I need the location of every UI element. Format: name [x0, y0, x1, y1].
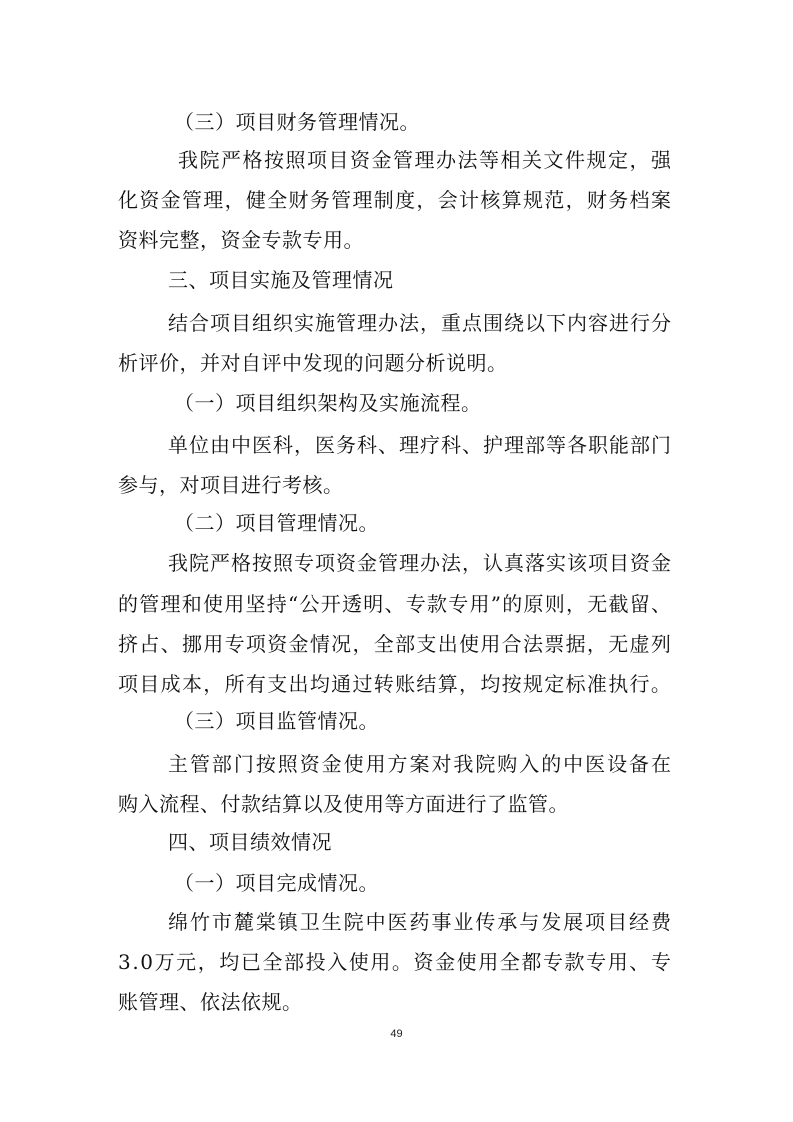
paragraph-line: 我 院 严 格 按 照 专 项 资 金 管 理 办 法 ， 认 真 落 实 该 项 目 资 金	[168, 551, 671, 575]
paragraph-line: 参与，对项目进行考核。	[118, 473, 344, 497]
paragraph-line: 3 . 0 万 元 ， 均 已 全 部 投 入 使 用 。 资 金 使 用 全 都 专 款 专 用 、 专	[118, 950, 671, 974]
paragraph-line: 资料完整，资金专款专用。	[118, 228, 364, 252]
paragraph-line: 项 目 成 本 ， 所 有 支 出 均 通 过 转 账 结 算 ， 均 按 规 定 标 准 执 行 。	[118, 672, 671, 696]
section-heading-performance: 四、项目绩效情况	[168, 830, 332, 854]
paragraph-line: 析评价，并对自评中发现的问题分析说明。	[118, 351, 508, 375]
section-heading-finance: （三）项目财务管理情况。	[174, 110, 420, 134]
paragraph-line: 购入流程、付款结算以及使用等方面进行了监管。	[118, 792, 569, 816]
paragraph-line: 的 管 理 和 使 用 坚 持 “ 公 开 透 明 、 专 款 专 用 ” 的 原 则 ， 无 截 留 、	[118, 592, 671, 616]
paragraph-line: 我 院 严 格 按 照 项 目 资 金 管 理 办 法 等 相 关 文 件 规 定 ， 强	[178, 148, 671, 172]
subsection-heading-organization: （一）项目组织架构及实施流程。	[174, 391, 482, 415]
paragraph-line: 结 合 项 目 组 织 实 施 管 理 办 法 ， 重 点 围 绕 以 下 内 容 进 行 分	[168, 311, 671, 335]
paragraph-line: 账管理、依法依规。	[118, 990, 303, 1014]
paragraph-line: 挤 占 、 挪 用 专 项 资 金 情 况 ， 全 部 支 出 使 用 合 法 票 据 ， 无 虚 列	[118, 632, 671, 656]
paragraph-line: 单 位 由 中 医 科 ， 医 务 科 、 理 疗 科 、 护 理 部 等 各 职 能 部 门	[168, 433, 671, 457]
subsection-heading-completion: （一）项目完成情况。	[174, 871, 379, 895]
paragraph-line: 主 管 部 门 按 照 资 金 使 用 方 案 对 我 院 购 入 的 中 医 设 备 在	[168, 752, 671, 776]
paragraph-line: 化 资 金 管 理 ， 健 全 财 务 管 理 制 度 ， 会 计 核 算 规 范 ， 财 务 档 案	[118, 188, 671, 212]
section-heading-implementation: 三、项目实施及管理情况	[168, 268, 394, 292]
page-number: 49	[390, 1028, 403, 1040]
subsection-heading-management: （二）项目管理情况。	[174, 511, 379, 535]
subsection-heading-supervision: （三）项目监管情况。	[174, 709, 379, 733]
paragraph-line: 绵 竹 市 麓 棠 镇 卫 生 院 中 医 药 事 业 传 承 与 发 展 项 目 经 费	[168, 910, 671, 934]
